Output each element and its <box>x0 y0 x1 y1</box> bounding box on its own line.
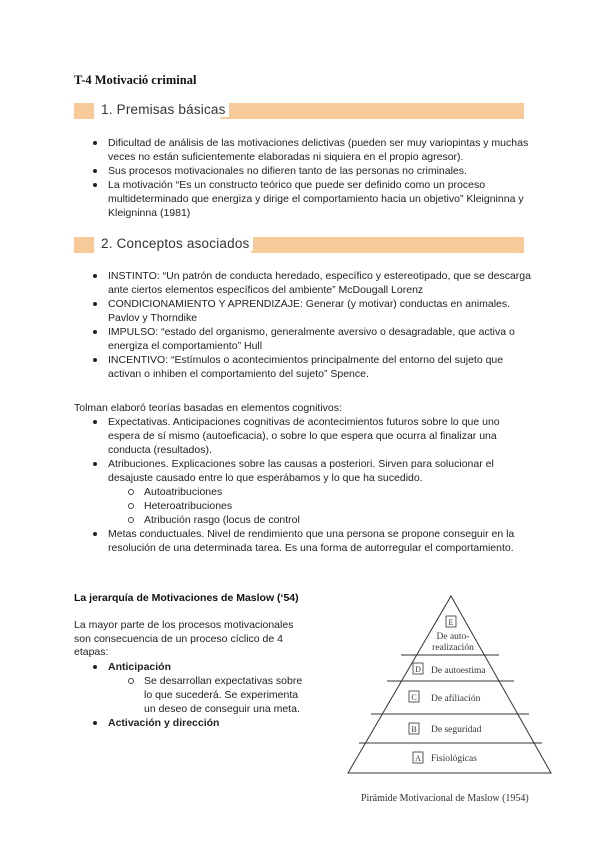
level-letter: E <box>448 618 454 627</box>
list-item <box>74 457 534 527</box>
list-item: Metas conductuales. Nivel de rendimiento que una persona se propone conseguir en la resolución de una determinada tarea. Es una forma de autorregular el comportamiento. <box>74 527 534 555</box>
level-label: realización <box>432 643 474 653</box>
list-item: Expectativas. Anticipaciones cognitivas de acontecimientos futuros sobre lo que uno espera de sí mismo (autoeficacia), o sobre lo que espera que ocurra al finalizar una conducta (resultados). <box>74 415 534 457</box>
list-item <box>74 660 304 716</box>
tolman-intro: Tolman elaboró teorías basadas en elementos cognitivos: <box>74 402 342 414</box>
sub-list-item: Se desarrollan expectativas sobre lo que sucederá. Se experimenta un deseo de conseguir una meta. <box>108 674 304 716</box>
maslow-heading: La jerarquía de Motivaciones de Maslow (‘54) <box>74 592 299 604</box>
maslow-stages-list <box>74 660 304 730</box>
list-item: CONDICIONAMIENTO Y APRENDIZAJE: Generar (y motivar) conductas en animales. Pavlov y Thorndike <box>74 297 534 325</box>
section-heading-conceptos <box>74 237 524 253</box>
level-letter: C <box>411 693 417 702</box>
level-letter: A <box>415 754 421 763</box>
section-heading-premisas <box>74 103 524 119</box>
page-title: T-4 Motivació criminal <box>74 73 197 87</box>
list-item: Activación y dirección <box>74 716 304 730</box>
section-title: 2. Conceptos asociados <box>98 236 253 251</box>
level-label: De afiliación <box>431 694 481 704</box>
level-letter: B <box>411 725 417 734</box>
level-label: Fisiológicas <box>431 754 477 764</box>
section-accent-left <box>74 237 94 253</box>
level-label: De autoestima <box>431 666 486 676</box>
list-item: Sus procesos motivacionales no difieren tanto de las personas no criminales. <box>74 164 534 178</box>
pyramid-caption: Pirámide Motivacional de Maslow (1954) <box>361 793 529 804</box>
list-item: INCENTIVO: “Estímulos o acontecimientos principalmente del entorno del sujeto que activan o inhiben el comportamiento del sujeto” Spence. <box>74 353 534 381</box>
maslow-text <box>74 619 304 730</box>
level-label: De auto- <box>436 632 470 642</box>
maslow-intro: La mayor parte de los procesos motivacionales son consecuencia de un proceso cíclico de 4 etapas: <box>74 619 294 658</box>
conceptos-list <box>74 269 534 381</box>
maslow-pyramid <box>340 590 562 780</box>
section-accent-right <box>251 237 524 253</box>
list-item: Dificultad de análisis de las motivaciones delictivas (pueden ser muy variopintas y muchas veces no están suficientemente elaboradas ni siquiera en el propio agresor). <box>74 136 534 164</box>
stage-sublist <box>108 674 304 716</box>
section-accent-right <box>220 103 524 119</box>
sub-list-item: Atribución rasgo (locus de control <box>108 513 534 527</box>
stage-label: Anticipación <box>108 660 172 673</box>
list-item: La motivación “Es un constructo teórico que puede ser definido como un proceso multideterminado que energiza y dirige el comportamiento hacia un objetivo” Kleigninna y Kleigninna (1981) <box>74 178 534 220</box>
level-label: De seguridad <box>431 725 482 735</box>
premisas-list <box>74 136 534 220</box>
sub-list-item: Autoatribuciones <box>108 485 534 499</box>
level-letter: D <box>415 665 421 674</box>
list-item: IMPULSO: “estado del organismo, generalmente aversivo o desagradable, que activa o energiza el comportamiento” Hull <box>74 325 534 353</box>
section-accent-left <box>74 103 94 119</box>
sub-list-item: Heteroatribuciones <box>108 499 534 513</box>
tolman-list <box>74 415 534 555</box>
atribuciones-sublist <box>108 485 534 527</box>
list-item-text: Atribuciones. Explicaciones sobre las causas a posteriori. Sirven para solucionar el desajuste causado entre lo que esperábamos y lo que ha sucedido. <box>108 458 494 484</box>
list-item: INSTINTO: “Un patrón de conducta heredado, específico y estereotipado, que se descarga ante ciertos elementos específicos del ambiente” McDougall Lorenz <box>74 269 534 297</box>
section-title: 1. Premisas básicas <box>98 102 229 117</box>
